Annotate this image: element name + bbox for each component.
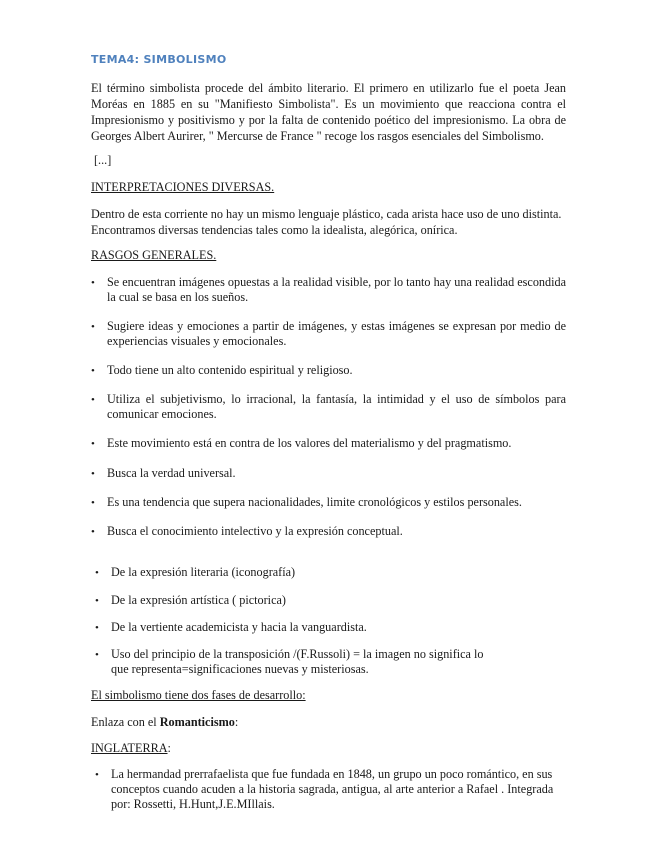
list-item-text: De la expresión literaria (iconografía) [111,565,296,579]
list-item-text: De la vertiente academicista y hacia la vanguardista. [111,620,367,634]
list-item-text: Busca el conocimiento intelectivo y la expresión conceptual. [107,524,403,538]
heading-fases: El simbolismo tiene dos fases de desarrollo: [91,688,306,702]
ellipsis: [...] [94,153,112,167]
heading-interpretaciones: INTERPRETACIONES DIVERSAS. [91,180,275,194]
enlaza-bold: Romanticismo [159,715,235,729]
list-item-text: Utiliza el subjetivismo, lo irracional, la fantasía, la intimidad y el uso de símbolos para comunicar emociones. [107,392,566,421]
bullet-icon: • [91,468,95,480]
bullet-icon: • [91,365,95,377]
enlaza-suffix: : [234,715,239,729]
list-item-text: Es una tendencia que supera nacionalidades, limite cronológicos y estilos personales. [107,495,522,509]
bullet-icon: • [91,497,95,509]
list-item-text: Sugiere ideas y emociones a partir de imágenes, y estas imágenes se expresan por medio de experiencias visuales y emocionales. [107,319,566,348]
list-item-text: Este movimiento está en contra de los valores del materialismo y del pragmatismo. [107,436,512,450]
list-item-text: Busca la verdad universal. [107,466,236,480]
intro-paragraph: El término simbolista procede del ámbito literario. El primero en utilizarlo fue el poeta Jean Moréas en 1885 en su "Manifiesto Simbolista". Es un movimiento que reacciona contra el Impresionismo y positivismo y por la falta de contenido poético del impresionismo. La obra de Georges Albert Aurirer, " Mercurse de France " recoge los rasgos esenciales del Simbolismo. [91,81,566,143]
bullet-icon: • [91,526,95,538]
interpretaciones-paragraph: Dentro de esta corriente no hay un mismo lenguaje plástico, cada arista hace uso de uno distinta. Encontramos diversas tendencias tales como la idealista, alegórica, onírica. [91,207,562,237]
bullet-icon: • [95,649,99,661]
bullet-icon: • [95,622,99,634]
heading-inglaterra-suffix: : [167,741,171,755]
bullet-icon: • [91,438,95,450]
bullet-icon: • [95,769,99,781]
bullet-icon: • [91,321,95,333]
bullet-icon: • [91,277,95,289]
document-title: TEMA4: SIMBOLISMO [91,53,227,66]
enlaza-paragraph [91,714,566,730]
heading-rasgos: RASGOS GENERALES. [91,248,217,262]
heading-inglaterra: INGLATERRA [91,741,168,755]
bullet-icon: • [91,394,95,406]
list-item-text: Uso del principio de la transposición /(F.Russoli) = la imagen no significa lo que representa=significaciones nuevas y misteriosas. [111,647,484,676]
list-item-text: De la expresión artística ( pictorica) [111,593,286,607]
list-item-text: Todo tiene un alto contenido espiritual y religioso. [107,363,353,377]
list-item-text: Se encuentran imágenes opuestas a la realidad visible, por lo tanto hay una realidad escondida la cual se basa en los sueños. [107,275,566,304]
list-item-text: La hermandad prerrafaelista que fue fundada en 1848, un grupo un poco romántico, en sus conceptos cuando acuden a la historia sagrada, antigua, al arte anterior a Rafael . Integrada por: Rossetti, H.Hunt,J.E.MIllais. [111,767,554,811]
inglaterra-heading-line [91,740,566,756]
bullet-icon: • [95,567,99,579]
bullet-icon: • [95,595,99,607]
enlaza-prefix: Enlaza con el [91,715,160,729]
